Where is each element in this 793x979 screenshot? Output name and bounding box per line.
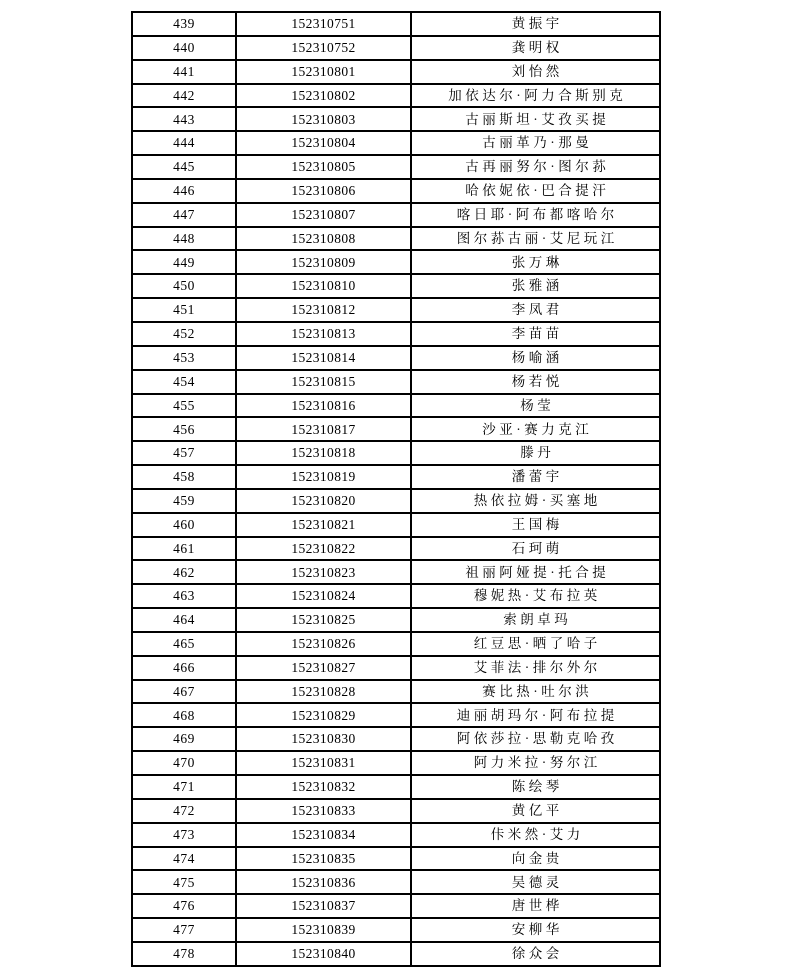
candidate-name-cell: 石珂萌 <box>411 537 660 561</box>
candidate-id-cell: 152310829 <box>236 703 411 727</box>
serial-number-cell: 462 <box>132 560 236 584</box>
table-row <box>132 703 660 727</box>
candidate-id-cell: 152310828 <box>236 680 411 704</box>
table-row <box>132 489 660 513</box>
candidate-id-cell: 152310751 <box>236 12 411 36</box>
serial-number-cell: 442 <box>132 84 236 108</box>
candidate-name-cell: 杨若悦 <box>411 370 660 394</box>
candidate-name-cell: 滕丹 <box>411 441 660 465</box>
candidate-id-cell: 152310806 <box>236 179 411 203</box>
serial-number-cell: 456 <box>132 417 236 441</box>
candidate-id-cell: 152310837 <box>236 894 411 918</box>
table-row <box>132 36 660 60</box>
table-row <box>132 417 660 441</box>
serial-number-cell: 450 <box>132 274 236 298</box>
serial-number-cell: 453 <box>132 346 236 370</box>
serial-number-cell: 448 <box>132 227 236 251</box>
serial-number-cell: 440 <box>132 36 236 60</box>
table-row <box>132 847 660 871</box>
candidate-id-cell: 152310810 <box>236 274 411 298</box>
candidate-id-cell: 152310804 <box>236 131 411 155</box>
table-row <box>132 560 660 584</box>
candidate-id-cell: 152310818 <box>236 441 411 465</box>
serial-number-cell: 475 <box>132 870 236 894</box>
table-row <box>132 107 660 131</box>
candidate-id-cell: 152310822 <box>236 537 411 561</box>
table-row <box>132 584 660 608</box>
table-row <box>132 370 660 394</box>
serial-number-cell: 459 <box>132 489 236 513</box>
table-row <box>132 179 660 203</box>
candidate-id-cell: 152310803 <box>236 107 411 131</box>
serial-number-cell: 460 <box>132 513 236 537</box>
serial-number-cell: 441 <box>132 60 236 84</box>
candidate-id-cell: 152310835 <box>236 847 411 871</box>
candidate-name-cell: 陈绘琴 <box>411 775 660 799</box>
candidate-id-cell: 152310833 <box>236 799 411 823</box>
candidate-name-cell: 阿力米拉·努尔江 <box>411 751 660 775</box>
candidate-id-cell: 152310817 <box>236 417 411 441</box>
candidate-name-cell: 红豆思·晒了哈子 <box>411 632 660 656</box>
candidate-name-cell: 佧米然·艾力 <box>411 823 660 847</box>
candidate-name-cell: 哈依妮依·巴合提汗 <box>411 179 660 203</box>
serial-number-cell: 463 <box>132 584 236 608</box>
candidate-id-cell: 152310832 <box>236 775 411 799</box>
candidate-id-cell: 152310821 <box>236 513 411 537</box>
serial-number-cell: 474 <box>132 847 236 871</box>
candidate-name-cell: 加依达尔·阿力合斯别克 <box>411 84 660 108</box>
serial-number-cell: 458 <box>132 465 236 489</box>
candidate-id-cell: 152310820 <box>236 489 411 513</box>
serial-number-cell: 449 <box>132 250 236 274</box>
candidate-name-cell: 刘怡然 <box>411 60 660 84</box>
table-row <box>132 537 660 561</box>
candidate-id-cell: 152310825 <box>236 608 411 632</box>
candidate-name-cell: 黄振宇 <box>411 12 660 36</box>
candidate-id-cell: 152310831 <box>236 751 411 775</box>
candidate-id-cell: 152310814 <box>236 346 411 370</box>
candidate-id-cell: 152310830 <box>236 727 411 751</box>
table-row <box>132 918 660 942</box>
serial-number-cell: 457 <box>132 441 236 465</box>
serial-number-cell: 472 <box>132 799 236 823</box>
candidate-name-cell: 艾菲法·排尔外尔 <box>411 656 660 680</box>
serial-number-cell: 477 <box>132 918 236 942</box>
candidate-id-cell: 152310836 <box>236 870 411 894</box>
table-row <box>132 250 660 274</box>
table-row <box>132 727 660 751</box>
candidate-name-cell: 赛比热·吐尔洪 <box>411 680 660 704</box>
candidate-id-cell: 152310801 <box>236 60 411 84</box>
candidate-name-cell: 沙亚·赛力克江 <box>411 417 660 441</box>
candidate-name-cell: 热依拉姆·买塞地 <box>411 489 660 513</box>
table-row <box>132 656 660 680</box>
candidate-name-cell: 祖丽阿娅提·托合提 <box>411 560 660 584</box>
candidate-name-cell: 喀日耶·阿布都喀哈尔 <box>411 203 660 227</box>
candidate-id-cell: 152310819 <box>236 465 411 489</box>
table-row <box>132 227 660 251</box>
table-row <box>132 632 660 656</box>
serial-number-cell: 465 <box>132 632 236 656</box>
table-row <box>132 751 660 775</box>
table-row <box>132 894 660 918</box>
table-row <box>132 84 660 108</box>
table-row <box>132 680 660 704</box>
table-row <box>132 60 660 84</box>
candidate-name-cell: 索朗卓玛 <box>411 608 660 632</box>
serial-number-cell: 443 <box>132 107 236 131</box>
serial-number-cell: 471 <box>132 775 236 799</box>
candidate-name-cell: 穆妮热·艾布拉英 <box>411 584 660 608</box>
candidate-name-cell: 古再丽努尔·图尔荪 <box>411 155 660 179</box>
table-row <box>132 799 660 823</box>
candidate-id-cell: 152310815 <box>236 370 411 394</box>
candidate-name-cell: 张雅涵 <box>411 274 660 298</box>
table-row <box>132 394 660 418</box>
serial-number-cell: 446 <box>132 179 236 203</box>
candidate-id-cell: 152310752 <box>236 36 411 60</box>
candidate-id-cell: 152310809 <box>236 250 411 274</box>
roster-table <box>131 11 661 967</box>
roster-table-body <box>132 12 660 966</box>
candidate-name-cell: 古丽革乃·那曼 <box>411 131 660 155</box>
serial-number-cell: 445 <box>132 155 236 179</box>
table-row <box>132 870 660 894</box>
candidate-name-cell: 古丽斯坦·艾孜买提 <box>411 107 660 131</box>
table-row <box>132 203 660 227</box>
serial-number-cell: 452 <box>132 322 236 346</box>
serial-number-cell: 451 <box>132 298 236 322</box>
table-row <box>132 608 660 632</box>
candidate-id-cell: 152310824 <box>236 584 411 608</box>
candidate-name-cell: 迪丽胡玛尔·阿布拉提 <box>411 703 660 727</box>
candidate-name-cell: 安柳华 <box>411 918 660 942</box>
table-row <box>132 823 660 847</box>
table-row <box>132 775 660 799</box>
candidate-id-cell: 152310816 <box>236 394 411 418</box>
serial-number-cell: 439 <box>132 12 236 36</box>
candidate-id-cell: 152310834 <box>236 823 411 847</box>
candidate-id-cell: 152310839 <box>236 918 411 942</box>
table-row <box>132 322 660 346</box>
serial-number-cell: 469 <box>132 727 236 751</box>
serial-number-cell: 473 <box>132 823 236 847</box>
candidate-name-cell: 王国梅 <box>411 513 660 537</box>
candidate-name-cell: 吴德灵 <box>411 870 660 894</box>
serial-number-cell: 466 <box>132 656 236 680</box>
serial-number-cell: 444 <box>132 131 236 155</box>
table-row <box>132 274 660 298</box>
table-row <box>132 12 660 36</box>
candidate-id-cell: 152310840 <box>236 942 411 966</box>
candidate-id-cell: 152310823 <box>236 560 411 584</box>
candidate-id-cell: 152310805 <box>236 155 411 179</box>
candidate-name-cell: 张万琳 <box>411 250 660 274</box>
candidate-name-cell: 徐众会 <box>411 942 660 966</box>
candidate-id-cell: 152310808 <box>236 227 411 251</box>
candidate-name-cell: 图尔荪古丽·艾尼玩江 <box>411 227 660 251</box>
serial-number-cell: 455 <box>132 394 236 418</box>
candidate-name-cell: 龚明权 <box>411 36 660 60</box>
table-row <box>132 155 660 179</box>
candidate-id-cell: 152310827 <box>236 656 411 680</box>
candidate-id-cell: 152310813 <box>236 322 411 346</box>
candidate-name-cell: 李苗苗 <box>411 322 660 346</box>
candidate-id-cell: 152310812 <box>236 298 411 322</box>
candidate-name-cell: 向金贵 <box>411 847 660 871</box>
table-row <box>132 346 660 370</box>
candidate-name-cell: 杨莹 <box>411 394 660 418</box>
serial-number-cell: 470 <box>132 751 236 775</box>
serial-number-cell: 478 <box>132 942 236 966</box>
candidate-id-cell: 152310807 <box>236 203 411 227</box>
serial-number-cell: 468 <box>132 703 236 727</box>
table-row <box>132 513 660 537</box>
candidate-name-cell: 潘蕾宇 <box>411 465 660 489</box>
candidate-id-cell: 152310826 <box>236 632 411 656</box>
candidate-name-cell: 唐世桦 <box>411 894 660 918</box>
table-row <box>132 441 660 465</box>
candidate-name-cell: 李凤君 <box>411 298 660 322</box>
candidate-name-cell: 阿依莎拉·思勒克哈孜 <box>411 727 660 751</box>
serial-number-cell: 476 <box>132 894 236 918</box>
table-row <box>132 131 660 155</box>
serial-number-cell: 461 <box>132 537 236 561</box>
serial-number-cell: 464 <box>132 608 236 632</box>
serial-number-cell: 447 <box>132 203 236 227</box>
serial-number-cell: 454 <box>132 370 236 394</box>
table-row <box>132 942 660 966</box>
candidate-name-cell: 黄亿平 <box>411 799 660 823</box>
serial-number-cell: 467 <box>132 680 236 704</box>
candidate-id-cell: 152310802 <box>236 84 411 108</box>
table-row <box>132 298 660 322</box>
candidate-name-cell: 杨喻涵 <box>411 346 660 370</box>
table-row <box>132 465 660 489</box>
